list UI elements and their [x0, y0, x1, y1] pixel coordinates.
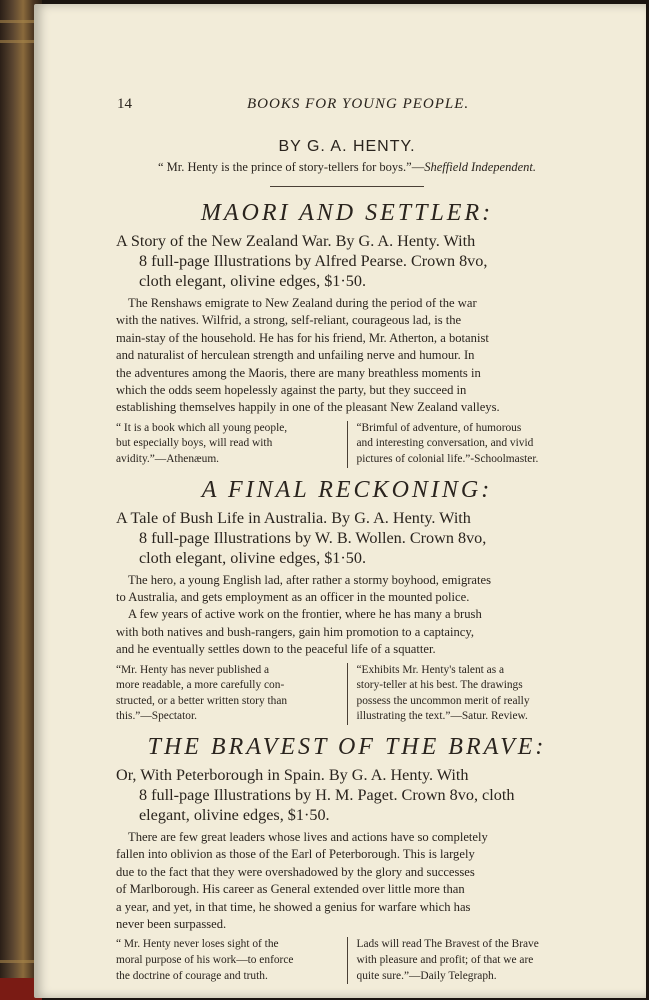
review-line: and interesting conversation, and vivid	[356, 437, 534, 450]
review-left	[116, 937, 338, 984]
desc-line: 8 full-page Illustrations by W. B. Wollen. Crown 8vo,	[139, 528, 487, 547]
book-title: MAORI AND SETTLER:	[200, 200, 494, 226]
book-description	[116, 231, 578, 291]
review-line: Lads will read The Bravest of the Brave	[356, 938, 539, 951]
book-reviews	[116, 937, 578, 984]
review-left	[116, 663, 338, 725]
review-line: avidity.”—Athenæum.	[116, 453, 220, 466]
review-line: “Mr. Henty has never published a	[116, 663, 270, 676]
review-right	[357, 421, 579, 468]
synopsis-line: There are few great leaders whose lives and actions have so completely	[128, 830, 488, 845]
review-line: with pleasure and profit; of that we are	[356, 954, 534, 967]
review-right	[357, 663, 579, 725]
synopsis-line: The hero, a young English lad, after rather a stormy boyhood, emigrates	[128, 572, 492, 587]
review-line: quite sure.”—Daily Telegraph.	[356, 969, 497, 982]
synopsis-line: never been surpassed.	[116, 917, 227, 932]
book-entry	[116, 731, 578, 984]
desc-line: elegant, olivine edges, $1·50.	[139, 806, 330, 825]
book-description	[116, 765, 578, 825]
book-entry	[116, 474, 578, 725]
desc-line: A Story of the New Zealand War. By G. A. Henty. With	[116, 232, 476, 250]
synopsis-line: to Australia, and gets employment as an officer in the mounted police.	[116, 590, 470, 605]
author-heading: BY G. A. HENTY.	[278, 138, 416, 155]
synopsis-line: The Renshaws emigrate to New Zealand during the period of the war	[128, 296, 477, 310]
desc-line: 8 full-page Illustrations by H. M. Paget. Crown 8vo, cloth	[139, 786, 515, 805]
synopsis-line: main-stay of the household. He has for his friend, Mr. Atherton, a botanist	[116, 330, 489, 345]
review-line: possess the uncommon merit of really	[356, 694, 530, 707]
review-line: “Exhibits Mr. Henty's talent as a	[356, 663, 505, 676]
running-title: BOOKS FOR YOUNG PEOPLE.	[247, 96, 470, 112]
divider-rule	[270, 186, 424, 187]
synopsis-line: due to the fact that they were overshadowed by the glory and successes	[116, 864, 475, 879]
synopsis-line: fallen into oblivion as those of the Earl of Peterborough. This is largely	[116, 847, 475, 862]
synopsis-line: establishing themselves happily in one of the pleasant New Zealand valleys.	[116, 400, 500, 415]
author-quote	[116, 160, 578, 180]
book-entry	[116, 197, 578, 468]
synopsis-line: of Marlborough. His career as General extended over little more than	[116, 882, 465, 897]
synopsis-line: and naturalist of herculean strength and unfailing nerve and humour. In	[116, 348, 475, 363]
book-reviews	[116, 421, 578, 468]
review-line: moral purpose of his work—to enforce	[116, 954, 294, 967]
book-title: A FINAL RECKONING:	[201, 476, 493, 503]
synopsis-line: with the natives. Wilfrid, a strong, self-reliant, courageous lad, is the	[116, 313, 462, 328]
column-divider	[347, 937, 348, 984]
page-number: 14	[117, 96, 132, 112]
author-quote-text: “ Mr. Henty is the prince of story-tellers for boys.”—	[157, 160, 425, 174]
book-synopsis	[116, 295, 578, 417]
review-right	[357, 937, 579, 984]
synopsis-line: a year, and yet, in that time, he showed a genius for warfare which has	[116, 899, 471, 914]
synopsis-line: the adventures among the Maoris, there are many breathless moments in	[116, 365, 481, 380]
review-line: more readable, a more carefully con-	[116, 679, 285, 692]
desc-line: cloth elegant, olivine edges, $1·50.	[139, 548, 367, 567]
book-reviews	[116, 663, 578, 725]
desc-line: Or, With Peterborough in Spain. By G. A. Henty. With	[116, 766, 469, 785]
book-synopsis	[116, 572, 578, 659]
column-divider	[347, 663, 348, 725]
synopsis-line: with both natives and bush-rangers, gain him promotion to a captaincy,	[116, 624, 475, 639]
review-line: pictures of colonial life.”-Schoolmaster.	[356, 453, 539, 466]
book-title: THE BRAVEST OF THE BRAVE:	[147, 734, 547, 761]
synopsis-line: and he eventually settles down to the peaceful life of a squatter.	[116, 642, 436, 657]
review-line: but especially boys, will read with	[116, 437, 273, 450]
desc-line: A Tale of Bush Life in Australia. By G. A. Henty. With	[116, 508, 471, 527]
synopsis-line: A few years of active work on the frontier, where he has many a brush	[128, 607, 482, 622]
book-synopsis	[116, 829, 578, 933]
review-left	[116, 421, 338, 468]
desc-line: 8 full-page Illustrations by Alfred Pearse. Crown 8vo,	[139, 252, 488, 270]
review-line: this.”—Spectator.	[116, 710, 197, 723]
synopsis-line: which the odds seem hopelessly against the party, but they succeed in	[116, 383, 467, 398]
review-line: “ Mr. Henty never loses sight of the	[116, 938, 279, 951]
author-quote-source: Sheffield Independent.	[424, 160, 537, 174]
review-line: illustrating the text.”—Satur. Review.	[356, 710, 528, 723]
review-line: the doctrine of courage and truth.	[116, 969, 268, 982]
page-content	[116, 138, 578, 990]
review-line: “Brimful of adventure, of humorous	[356, 421, 522, 434]
review-line: “ It is a book which all young people,	[116, 421, 288, 434]
column-divider	[347, 421, 348, 468]
review-line: structed, or a better written story than	[116, 694, 288, 707]
review-line: story-teller at his best. The drawings	[356, 679, 523, 692]
book-description	[116, 508, 578, 568]
desc-line: cloth elegant, olivine edges, $1·50.	[139, 272, 367, 290]
